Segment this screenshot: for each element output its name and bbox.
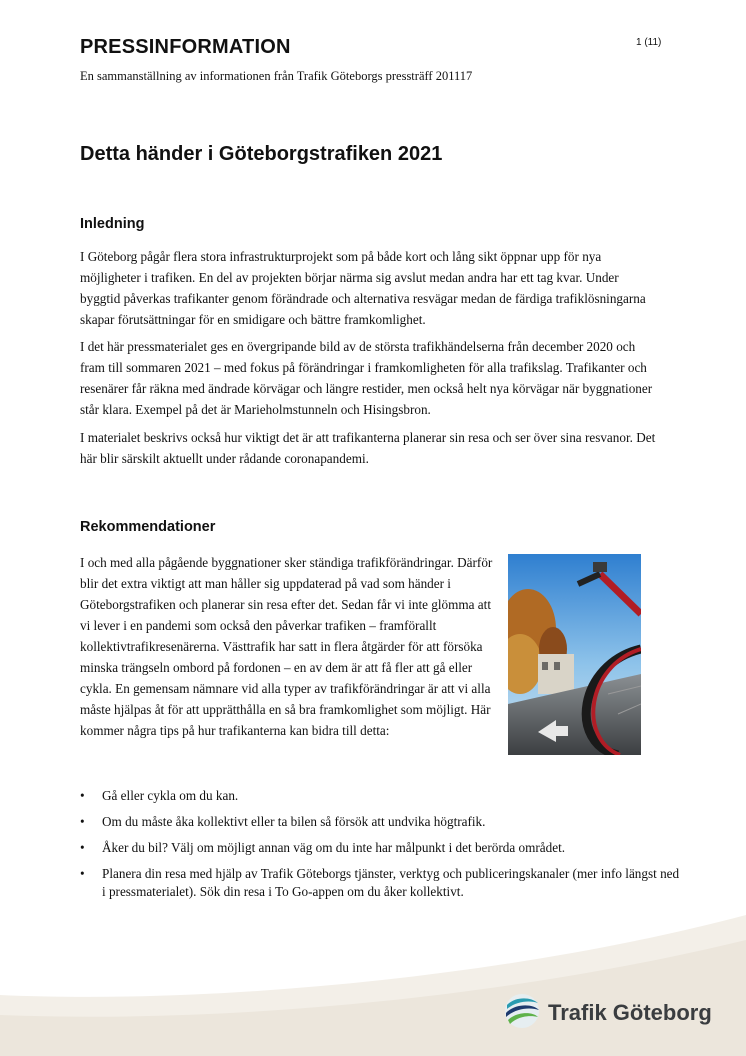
list-item-text: Gå eller cykla om du kan.	[102, 788, 239, 803]
intro-paragraph-3: I materialet beskrivs också hur viktigt det är att trafikanterna planerar sin resa och ser över sina resvanor. Det här blir särskilt aktuellt under rådande coronapandemi.	[80, 430, 656, 466]
list-item-text: Åker du bil? Välj om möjligt annan väg om du inte har målpunkt i det berörda området.	[102, 840, 566, 855]
document-title: Detta händer i Göteborgstrafiken 2021	[80, 143, 443, 165]
intro-paragraph-1: I Göteborg pågår flera stora infrastrukturprojekt som på både kort och lång sikt öppnar upp för nya möjligheter i trafiken. En del av projekten börjar närma sig avslut medan andra har ett tag kvar. Under byggtid påverkas trafikanter genom förändrade och alternativa resvägar medan de färdiga trafiklösningarna skapar förutsättningar för en smidigare och bättre framkomlighet.	[80, 249, 646, 327]
list-item	[80, 839, 680, 857]
bullet-icon: •	[80, 866, 85, 881]
bullet-icon: •	[80, 840, 85, 855]
tips-list	[80, 787, 680, 909]
footer-swoosh	[0, 900, 746, 1056]
document-subtitle: En sammanställning av informationen från Trafik Göteborgs pressträff 201117	[80, 69, 473, 83]
list-item	[80, 865, 680, 901]
document-header-title: PRESSINFORMATION	[80, 36, 291, 58]
recommendations-heading: Rekommendationer	[80, 519, 216, 535]
recommendations-paragraph: I och med alla pågående byggnationer sker ständiga trafikförändringar. Därför blir det extra viktigt att man håller sig uppdaterad på vad som händer i Göteborgstrafiken och planerar sin resa efter det. Sedan får vi inte glömma att vi lever i en pandemi som också den påverkar trafiken – framförallt kollektivtrafikresenärerna. Västtrafik har satt in flera åtgärder för att försöka minska trängseln ombord på fordonen – en av dem är att få fler att gå eller cykla. En gemensam nämnare vid alla typer av trafikförändringar är att vi alla måste hjälpas åt för att upprätthålla en så bra framkomlighet som möjligt. Här kommer några tips på hur trafikanterna kan bidra till detta:	[80, 555, 493, 738]
intro-heading: Inledning	[80, 216, 145, 232]
list-item-text: Om du måste åka kollektivt eller ta bilen så försök att undvika högtrafik.	[102, 814, 486, 829]
bullet-icon: •	[80, 788, 85, 803]
logo-text: Trafik Göteborg	[548, 1000, 712, 1025]
cyclist-photo	[508, 554, 641, 755]
list-item	[80, 813, 680, 831]
intro-paragraph-2: I det här pressmaterialet ges en övergripande bild av de största trafikhändelserna från december 2020 och fram till sommaren 2021 – med fokus på förändringar i framkomligheten för alla trafikslag. Trafikanter och resenärer får räkna med ändrade körvägar och längre restider, men också helt nya körvägar när byggnationer står klara. Exempel på det är Marieholmstunneln och Hisingsbron.	[80, 339, 653, 417]
page-number: 1 (11)	[636, 37, 662, 48]
list-item	[80, 787, 680, 805]
list-item-text: Planera din resa med hjälp av Trafik Göteborgs tjänster, verktyg och publiceringskanaler (mer info längst ned i pressmaterialet). Sök din resa i To Go-appen om du åker kollektivt.	[102, 866, 680, 899]
bullet-icon: •	[80, 814, 85, 829]
